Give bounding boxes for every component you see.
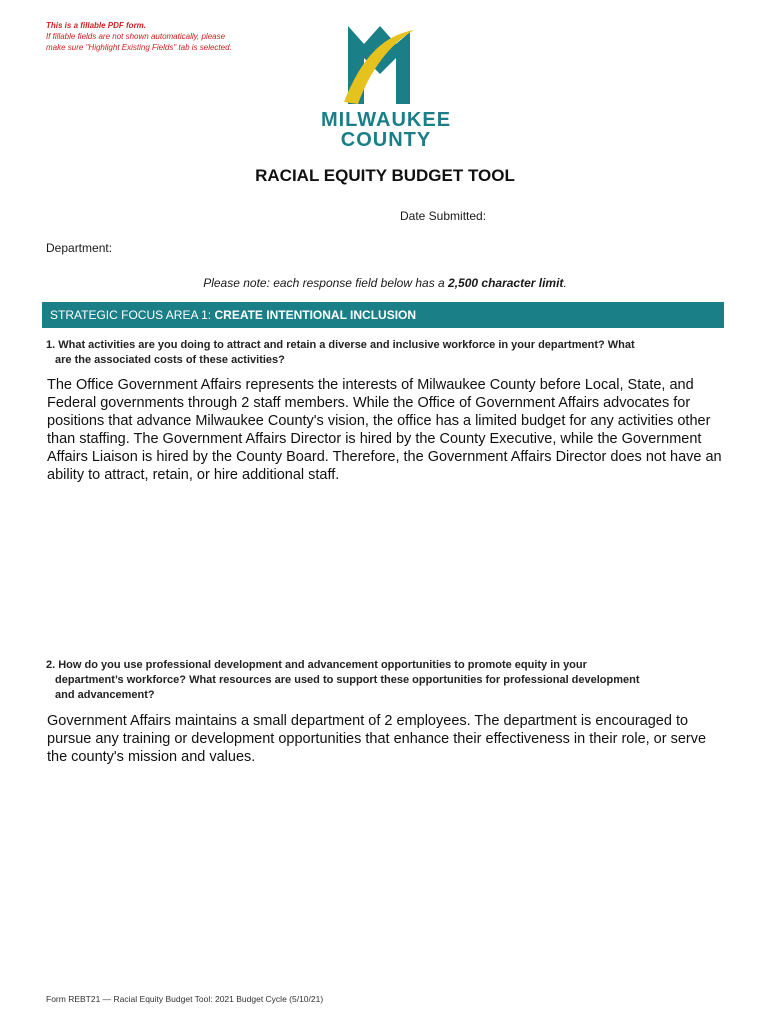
page-title: RACIAL EQUITY BUDGET TOOL <box>255 166 515 185</box>
note-emphasis: 2,500 character limit <box>448 276 564 290</box>
question-1 <box>46 338 726 368</box>
question-1-line-1: 1. What activities are you doing to attract and retain a diverse and inclusive workforce in your department? What <box>46 339 635 351</box>
answer-2-field[interactable]: Government Affairs maintains a small department of 2 employees. The department is encouraged to pursue any training or development opportunities that enhance their effectiveness in their role, or serve the county's mission and values. <box>47 713 707 765</box>
department-label: Department: <box>46 241 113 255</box>
notice-line-1: If fillable fields are not shown automatically, please <box>46 32 226 41</box>
question-2-line-1: 2. How do you use professional development and advancement opportunities to promote equity in your <box>46 659 587 671</box>
logo-wordmark-line-1: MILWAUKEE <box>320 109 452 131</box>
section-name: CREATE INTENTIONAL INCLUSION <box>214 308 417 322</box>
question-1-line-2: are the associated costs of these activities? <box>55 354 285 366</box>
note-suffix: . <box>563 276 567 290</box>
character-limit-note <box>0 276 770 290</box>
section-prefix: STRATEGIC FOCUS AREA 1: <box>50 308 215 322</box>
notice-line-2: make sure "Highlight Existing Fields" tab is selected. <box>46 43 232 52</box>
fillable-form-notice <box>46 20 286 53</box>
question-2-line-3: and advancement? <box>55 689 155 701</box>
milwaukee-county-m-logo-icon <box>340 22 418 106</box>
form-footer: Form REBT21 — Racial Equity Budget Tool: 2021 Budget Cycle (5/10/21) <box>46 994 324 1004</box>
question-2 <box>46 658 726 703</box>
section-header-band <box>42 302 724 328</box>
date-submitted-label: Date Submitted: <box>400 209 487 223</box>
question-2-line-2: department’s workforce? What resources are used to support these opportunities for professional development <box>55 674 640 686</box>
logo-wordmark <box>308 110 464 150</box>
note-prefix: Please note: each response field below has a <box>203 276 449 290</box>
logo-wordmark-line-2: COUNTY <box>340 129 432 151</box>
answer-1-field[interactable]: The Office Government Affairs represents the interests of Milwaukee County before Local, State, and Federal governments through 2 staff members. While the Office of Government Affairs advocates for positions that advance Milwaukee County's vision, the office has a limited budget for any activities other than staffing. The Government Affairs Director is hired by the County Executive, while the Government Affairs Liaison is hired by the County Board. Therefore, the Government Affairs Director does not have an ability to attract, retain, or hire additional staff. <box>47 377 722 483</box>
notice-title: This is a fillable PDF form. <box>46 21 147 30</box>
